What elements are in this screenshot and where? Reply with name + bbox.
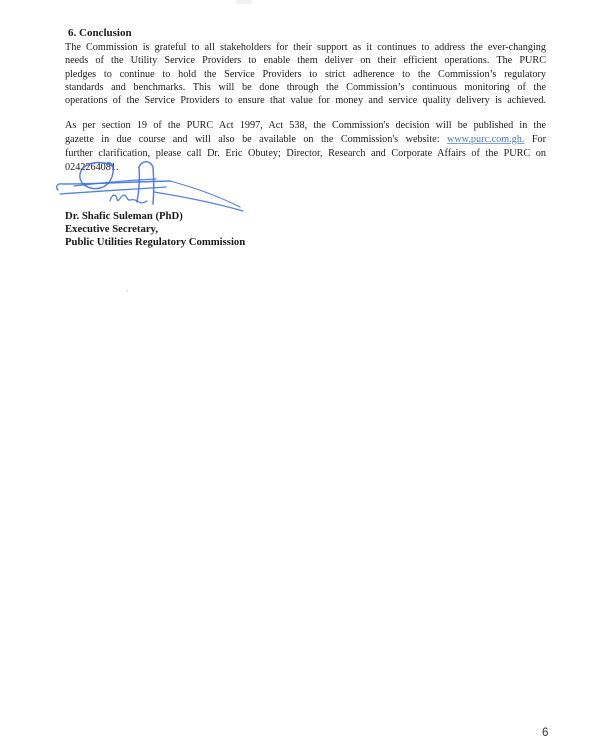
paragraph-conclusion (65, 41, 546, 108)
paragraph-line: operations of the Service Providers to ensure that value for money and service quality delivery is achieved. (65, 95, 546, 107)
scan-smudge (236, 0, 252, 4)
section-heading: 6. Conclusion (68, 27, 132, 39)
signature-block (65, 210, 245, 249)
paragraph-line: standards and benchmarks. This will be done through the Commission’s continuous monitoring of the (65, 82, 546, 94)
document-content (65, 26, 546, 175)
page-number: 6 (542, 727, 549, 739)
paragraph-line: needs of the Utility Service Providers to enable them deliver on their efficient operations. The PURC (65, 55, 546, 67)
purc-website-link[interactable]: www.purc.com.gh. (446, 133, 525, 145)
paragraph-line-with-link (65, 133, 546, 147)
signatory-name: Dr. Shafic Suleman (PhD) (65, 210, 183, 222)
phone-number-line: 0242264081. (65, 161, 119, 173)
scan-speck (126, 290, 128, 292)
paragraph-line: As per section 19 of the PURC Act 1997, Act 538, the Commission's decision will be published in the (65, 119, 546, 131)
paragraph-line: further clarification, please call Dr. Eric Obutey; Director, Research and Corporate Affairs of the PURC on (65, 147, 546, 159)
paragraph-line-text: For (524, 133, 546, 145)
paragraph-line: pledges to continue to hold the Service Providers to strict adherence to the Commission’s regulatory (65, 68, 546, 80)
signatory-organization: Public Utilities Regulatory Commission (65, 235, 246, 248)
paragraph-line-text: gazette in due course and will also be available on the Commission's website: (65, 133, 447, 145)
signatory-title: Executive Secretary, (65, 222, 158, 235)
paragraph-line: The Commission is grateful to all stakeholders for their support as it continues to address the ever-changing (65, 42, 546, 53)
paragraph-publication (65, 119, 546, 175)
